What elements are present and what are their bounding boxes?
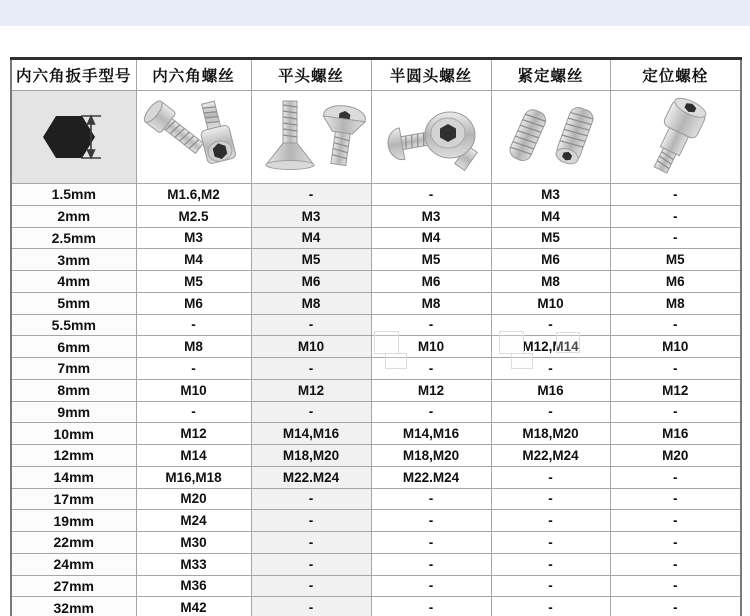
screw-size-cell: - — [610, 401, 741, 423]
screw-size-cell: M42 — [136, 597, 251, 616]
screw-size-cell: M16,M18 — [136, 466, 251, 488]
wrench-size-cell: 14mm — [11, 466, 136, 488]
screw-size-cell: M18,M20 — [371, 445, 491, 467]
table-row — [11, 292, 741, 314]
screw-size-cell: M36 — [136, 575, 251, 597]
screw-size-cell: - — [371, 488, 491, 510]
wrench-size-cell: 8mm — [11, 379, 136, 401]
screw-size-cell: M8 — [251, 292, 371, 314]
screw-size-cell: M16 — [610, 423, 741, 445]
screw-size-cell: M8 — [610, 292, 741, 314]
screw-size-cell: - — [491, 314, 610, 336]
screw-size-cell: - — [251, 575, 371, 597]
header-set-screw: 紧定螺丝 — [491, 59, 610, 91]
screw-size-cell: M33 — [136, 553, 251, 575]
wrench-size-cell: 1.5mm — [11, 184, 136, 206]
screw-size-cell: M4 — [251, 227, 371, 249]
screw-size-cell: M20 — [610, 445, 741, 467]
screw-size-cell: M12 — [251, 379, 371, 401]
screw-size-cell: M22.M24 — [371, 466, 491, 488]
screw-size-cell: - — [251, 184, 371, 206]
table-row — [11, 227, 741, 249]
header-wrench-size: 内六角扳手型号 — [11, 59, 136, 91]
screw-size-cell: M5 — [371, 249, 491, 271]
table-row — [11, 336, 741, 358]
table-row — [11, 597, 741, 616]
screw-size-cell: M10 — [491, 292, 610, 314]
wrench-size-cell: 7mm — [11, 358, 136, 380]
screw-size-cell: - — [491, 575, 610, 597]
screw-size-cell: - — [610, 358, 741, 380]
screw-size-cell: M30 — [136, 532, 251, 554]
screw-size-cell: - — [610, 532, 741, 554]
screw-size-cell: - — [371, 575, 491, 597]
screw-size-cell: - — [491, 401, 610, 423]
image-row — [11, 91, 741, 184]
screw-size-cell: - — [371, 597, 491, 616]
screw-size-cell: - — [251, 314, 371, 336]
screw-size-cell: M12,M14 — [491, 336, 610, 358]
screw-size-cell: M3 — [136, 227, 251, 249]
screw-size-cell: M6 — [251, 271, 371, 293]
table-row — [11, 423, 741, 445]
screw-size-cell: M3 — [251, 205, 371, 227]
screw-size-cell: M6 — [610, 271, 741, 293]
screw-size-cell: M3 — [491, 184, 610, 206]
table-row — [11, 466, 741, 488]
table-row — [11, 532, 741, 554]
screw-size-cell: - — [371, 510, 491, 532]
screw-size-cell: M5 — [491, 227, 610, 249]
wrench-size-cell: 10mm — [11, 423, 136, 445]
screw-size-cell: - — [371, 184, 491, 206]
screw-size-cell: M16 — [491, 379, 610, 401]
screw-size-cell: - — [136, 401, 251, 423]
screw-size-cell: M5 — [610, 249, 741, 271]
screw-size-cell: - — [610, 597, 741, 616]
screw-size-cell: - — [610, 227, 741, 249]
screw-size-cell: M4 — [491, 205, 610, 227]
screw-size-cell: M24 — [136, 510, 251, 532]
hex-key-size-diagram-icon — [11, 91, 136, 184]
table-row — [11, 445, 741, 467]
screw-size-cell: - — [251, 510, 371, 532]
set-screws-icon — [491, 91, 610, 184]
screw-size-cell: M14,M16 — [251, 423, 371, 445]
screw-size-cell: M18,M20 — [491, 423, 610, 445]
header-shoulder-bolt: 定位螺栓 — [610, 59, 741, 91]
table-row — [11, 249, 741, 271]
screw-size-cell: M10 — [610, 336, 741, 358]
screw-size-cell: M1.6,M2 — [136, 184, 251, 206]
screw-size-cell: M12 — [371, 379, 491, 401]
table-row — [11, 271, 741, 293]
screw-size-cell: - — [491, 510, 610, 532]
top-color-band — [0, 0, 750, 26]
table-row — [11, 553, 741, 575]
wrench-size-cell: 12mm — [11, 445, 136, 467]
screw-size-cell: M22,M24 — [491, 445, 610, 467]
screw-size-cell: M20 — [136, 488, 251, 510]
wrench-size-cell: 6mm — [11, 336, 136, 358]
screw-size-cell: - — [491, 358, 610, 380]
screw-size-cell: M4 — [136, 249, 251, 271]
screw-size-cell: M12 — [610, 379, 741, 401]
screw-size-cell: - — [610, 553, 741, 575]
screw-size-cell: M6 — [491, 249, 610, 271]
screw-size-cell: - — [371, 532, 491, 554]
screw-size-cell: - — [136, 358, 251, 380]
screw-size-cell: M8 — [491, 271, 610, 293]
table-row — [11, 401, 741, 423]
socket-head-cap-screws-icon — [136, 91, 251, 184]
screw-size-cell: - — [491, 466, 610, 488]
wrench-size-cell: 3mm — [11, 249, 136, 271]
screw-size-cell: - — [136, 314, 251, 336]
screw-size-cell: M5 — [136, 271, 251, 293]
screw-size-cell: M12 — [136, 423, 251, 445]
wrench-size-cell: 5.5mm — [11, 314, 136, 336]
screw-size-cell: M22.M24 — [251, 466, 371, 488]
wrench-size-cell: 24mm — [11, 553, 136, 575]
screw-size-cell: M5 — [251, 249, 371, 271]
screw-size-cell: - — [610, 466, 741, 488]
screw-size-cell: M6 — [136, 292, 251, 314]
screw-size-cell: M4 — [371, 227, 491, 249]
table-body — [11, 59, 741, 616]
screw-size-cell: - — [610, 575, 741, 597]
screw-size-cell: M2.5 — [136, 205, 251, 227]
wrench-size-cell: 17mm — [11, 488, 136, 510]
screw-size-cell: - — [371, 358, 491, 380]
screw-size-cell: - — [371, 314, 491, 336]
wrench-size-cell: 2mm — [11, 205, 136, 227]
button-head-screws-icon — [371, 91, 491, 184]
table-row — [11, 488, 741, 510]
screw-size-cell: M8 — [371, 292, 491, 314]
screw-size-cell: M3 — [371, 205, 491, 227]
wrench-size-cell: 32mm — [11, 597, 136, 616]
table-row — [11, 205, 741, 227]
screw-size-cell: - — [251, 401, 371, 423]
wrench-size-cell: 27mm — [11, 575, 136, 597]
screw-size-cell: M10 — [136, 379, 251, 401]
screw-size-table-wrap — [10, 57, 740, 616]
header-row — [11, 59, 741, 91]
wrench-size-cell: 19mm — [11, 510, 136, 532]
screw-size-cell: - — [610, 510, 741, 532]
screw-size-cell: - — [610, 184, 741, 206]
table-row — [11, 358, 741, 380]
header-flat-head-screw: 平头螺丝 — [251, 59, 371, 91]
wrench-size-cell: 4mm — [11, 271, 136, 293]
screw-size-cell: - — [610, 314, 741, 336]
table-row — [11, 510, 741, 532]
screw-size-cell: - — [371, 553, 491, 575]
screw-size-cell: M18,M20 — [251, 445, 371, 467]
wrench-size-cell: 22mm — [11, 532, 136, 554]
screw-size-table — [10, 57, 742, 616]
screw-size-cell: M8 — [136, 336, 251, 358]
header-socket-head-screw: 内六角螺丝 — [136, 59, 251, 91]
flat-head-screws-icon — [251, 91, 371, 184]
screw-size-cell: M14 — [136, 445, 251, 467]
screw-size-cell: - — [371, 401, 491, 423]
screw-size-cell: - — [491, 488, 610, 510]
wrench-size-cell: 2.5mm — [11, 227, 136, 249]
table-row — [11, 314, 741, 336]
screw-size-cell: - — [251, 532, 371, 554]
header-button-head-screw: 半圆头螺丝 — [371, 59, 491, 91]
shoulder-bolt-icon — [610, 91, 741, 184]
screw-size-cell: M6 — [371, 271, 491, 293]
table-row — [11, 184, 741, 206]
screw-size-cell: - — [491, 553, 610, 575]
screw-size-cell: - — [251, 358, 371, 380]
wrench-size-cell: 9mm — [11, 401, 136, 423]
screw-size-cell: M14,M16 — [371, 423, 491, 445]
screw-size-cell: M10 — [251, 336, 371, 358]
wrench-size-cell: 5mm — [11, 292, 136, 314]
screw-size-cell: - — [491, 597, 610, 616]
screw-size-cell: - — [251, 597, 371, 616]
screw-size-cell: - — [251, 553, 371, 575]
table-row — [11, 575, 741, 597]
screw-size-cell: - — [251, 488, 371, 510]
screw-size-cell: - — [610, 488, 741, 510]
screw-size-cell: M10 — [371, 336, 491, 358]
screw-size-cell: - — [610, 205, 741, 227]
screw-size-cell: - — [491, 532, 610, 554]
table-row — [11, 379, 741, 401]
